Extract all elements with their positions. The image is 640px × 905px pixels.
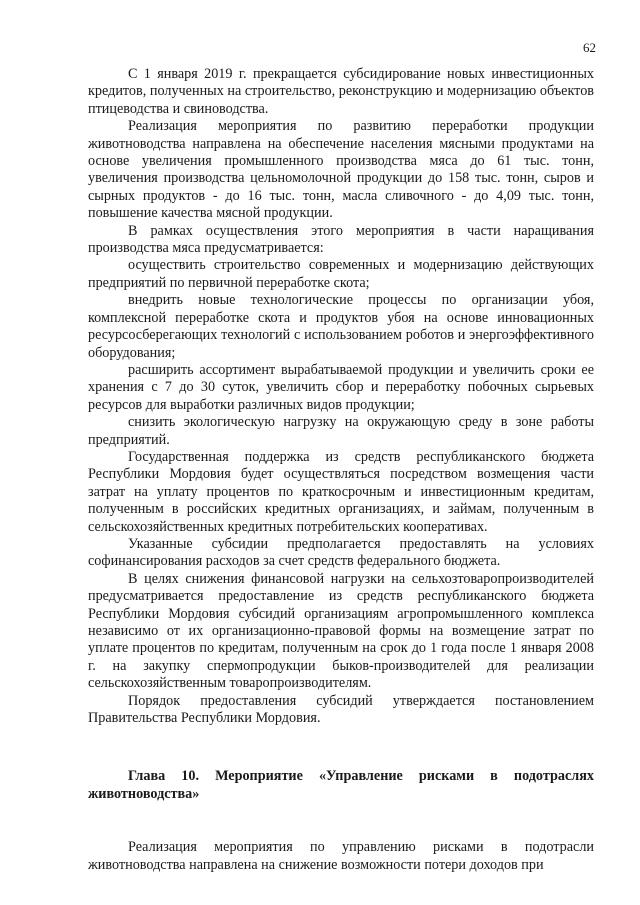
paragraph-subsidy-procedure: Порядок предоставления субсидий утверждается постановлением Правительства Республики Мордовия. <box>88 692 594 727</box>
paragraph-cofinancing: Указанные субсидии предполагается предоставлять на условиях софинансирования расходов за счет средств федерального бюджета. <box>88 535 594 570</box>
document-body <box>88 66 594 874</box>
paragraph-state-support: Государственная поддержка из средств республиканского бюджета Республики Мордовия будет осуществляться посредством возмещения части затрат на уплату процентов по краткосрочным и инвестиционным кредитам, полученным в российских кредитных организациях, и займам, полученным в сельскохозяйственных кредитных потребительских кооперативах. <box>88 448 594 535</box>
list-item-construction: осуществить строительство современных и модернизацию действующих предприятий по первичной переработке скота; <box>88 257 594 291</box>
paragraph-meat-production-intro: В рамках осуществления этого мероприятия в части наращивания производства мяса предусматривается: <box>88 222 594 257</box>
page-number: 62 <box>583 40 596 55</box>
paragraph-subsidy-termination: С 1 января 2019 г. прекращается субсидирование новых инвестиционных кредитов, полученных на строительство, реконструкцию и модернизацию объектов птицеводства и свиноводства. <box>88 66 594 117</box>
list-item-technologies: внедрить новые технологические процессы по организации убоя, комплексной переработке скота и продуктов убоя на основе инновационных ресурсосберегающих технологий с использованием роботов и энергоэффективного оборудования; <box>88 292 594 361</box>
paragraph-risk-management: Реализация мероприятия по управлению рисками в подотрасли животноводства направлена на снижение возможности потери доходов при <box>88 839 594 873</box>
list-item-ecology: снизить экологическую нагрузку на окружающую среду в зоне работы предприятий. <box>88 414 594 448</box>
chapter-heading: Глава 10. Мероприятие «Управление рисками в подотраслях животноводства» <box>88 768 594 803</box>
paragraph-processing-goals: Реализация мероприятия по развитию переработки продукции животноводства направлена на обеспечение населения мясными продуктами на основе увеличения промышленного производства мяса до 61 тыс. тонн, увеличения производства цельномолочной продукции до 158 тыс. тонн, сыров и сырных продуктов - до 16 тыс. тонн, масла сливочного - до 4,09 тыс. тонн, повышение качества мясной продукции. <box>88 118 594 222</box>
paragraph-financial-burden: В целях снижения финансовой нагрузки на сельхозтоваропроизводителей предусматривается предоставление из средств республиканского бюджета Республики Мордовия субсидий организациям агропромышленного комплекса независимо от их организационно-правовой формы на возмещение затрат по уплате процентов по кредитам, полученным на срок до 1 года после 1 января 2008 г. на закупку спермопродукции быков-производителей для реализации сельскохозяйственным товаропроизводителям. <box>88 570 594 692</box>
list-item-assortment: расширить ассортимент вырабатываемой продукции и увеличить сроки ее хранения с 7 до 30 суток, увеличить сбор и переработку побочных сырьевых ресурсов для выработки различных видов продукции; <box>88 361 594 413</box>
